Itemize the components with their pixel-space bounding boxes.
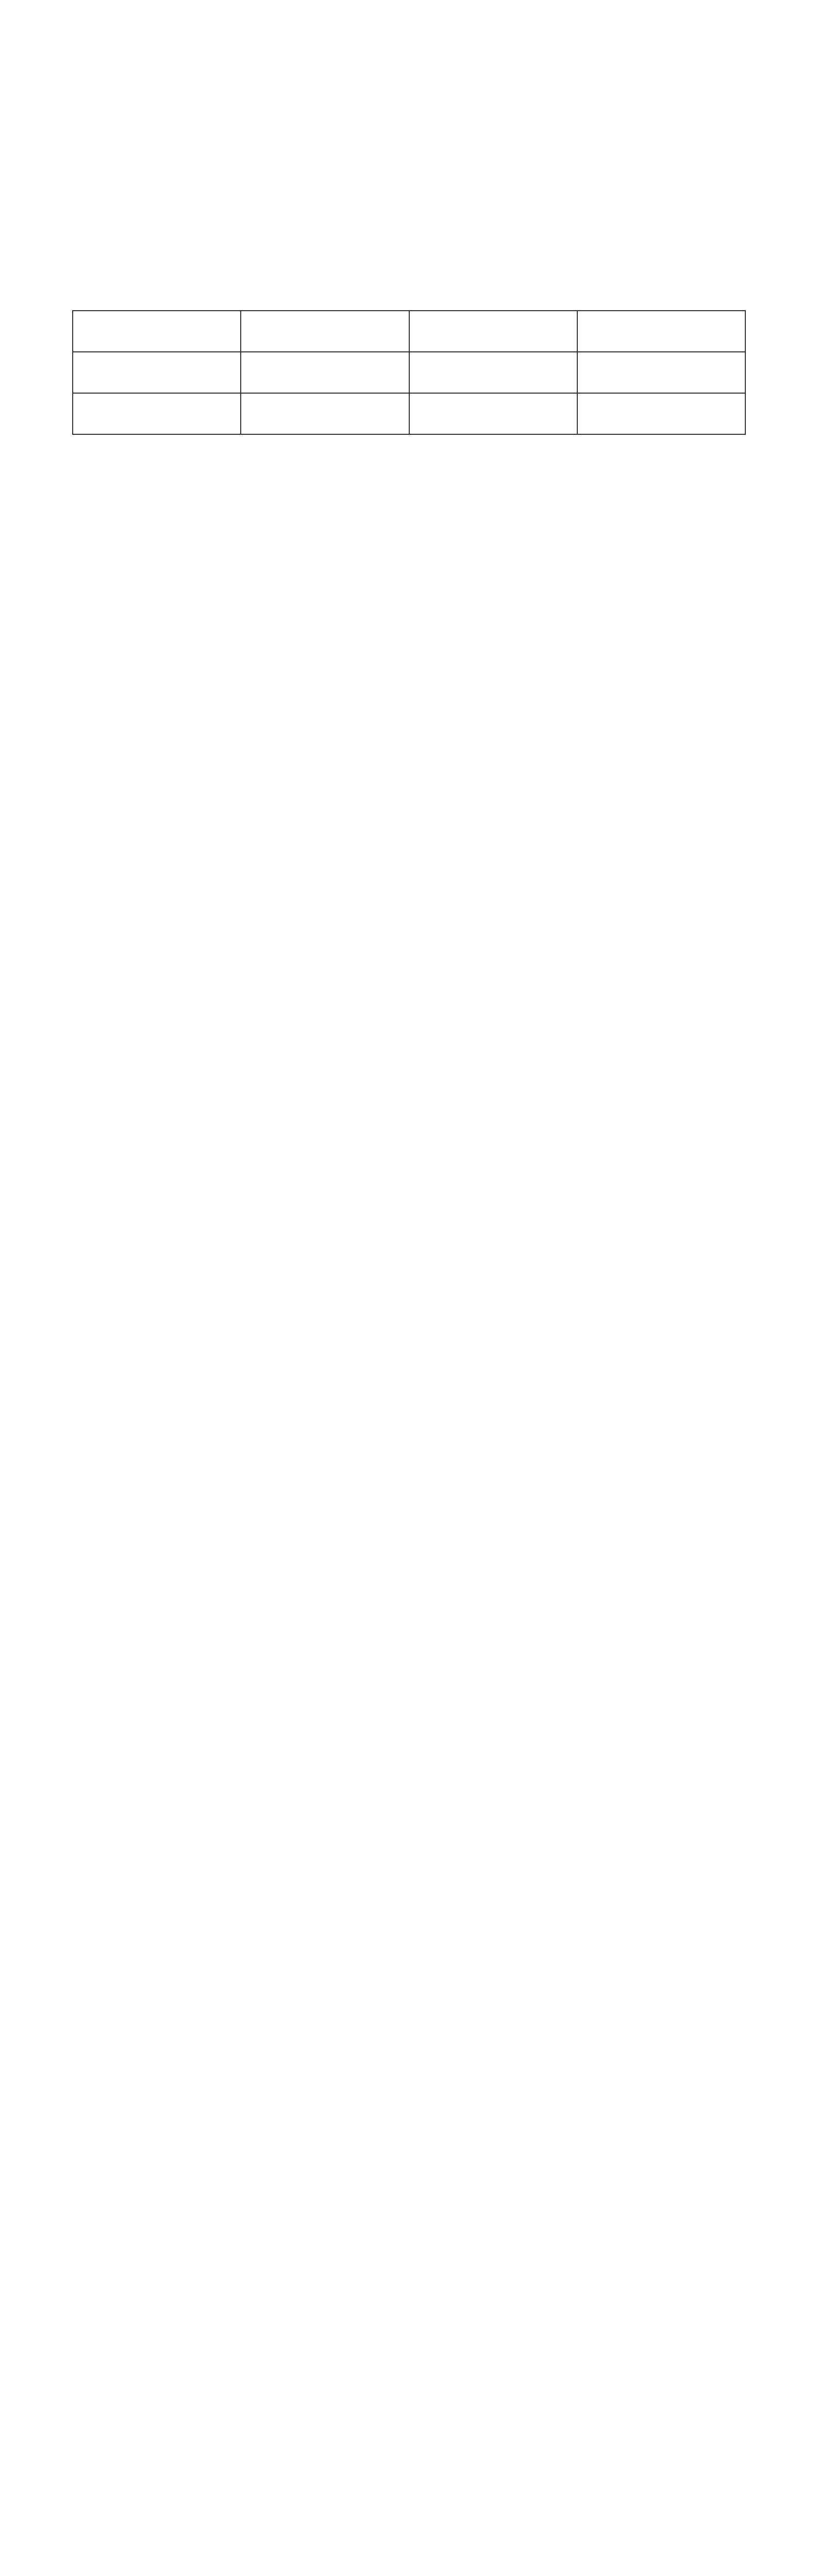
body-paragraph	[72, 149, 746, 184]
table-cell	[409, 352, 577, 393]
table-cell	[577, 352, 745, 393]
table-cell	[577, 393, 745, 434]
document-title	[72, 36, 746, 118]
table-cell	[241, 352, 409, 393]
body-paragraph	[72, 576, 746, 611]
table-cell	[73, 352, 241, 393]
table-cell	[73, 393, 241, 434]
table-row	[73, 352, 745, 393]
table-cell	[241, 311, 409, 352]
body-paragraph	[72, 455, 746, 490]
body-paragraph	[72, 496, 746, 531]
document-body	[72, 149, 746, 611]
body-paragraph	[72, 230, 746, 265]
table-row	[73, 311, 745, 352]
body-paragraph	[72, 536, 746, 571]
table-cell	[409, 393, 577, 434]
info-table	[72, 310, 746, 435]
table-cell	[409, 311, 577, 352]
body-paragraph	[72, 190, 746, 225]
table-cell	[241, 393, 409, 434]
body-paragraph	[72, 270, 746, 305]
table-row	[73, 393, 745, 434]
table-cell	[577, 311, 745, 352]
table-cell	[73, 311, 241, 352]
